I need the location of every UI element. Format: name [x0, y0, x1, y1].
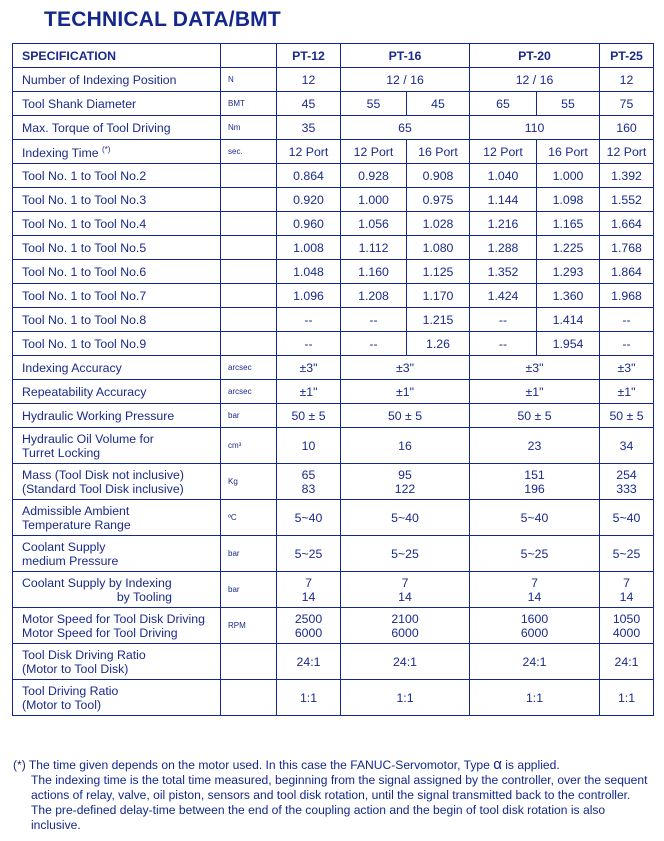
cell	[600, 572, 654, 608]
row-unit: bar	[221, 536, 277, 572]
cell: 1.048	[277, 260, 341, 284]
table-header-row	[13, 44, 654, 68]
row-unit: N	[221, 68, 277, 92]
cell: 1.352	[470, 260, 537, 284]
row-label: Tool No. 1 to Tool No.2	[13, 164, 221, 188]
cell: 1.144	[470, 188, 537, 212]
row-unit: sec.	[221, 140, 277, 164]
footnote-line: is applied.	[505, 758, 560, 772]
cell-line: 14	[527, 589, 542, 604]
cell: 1.288	[470, 236, 537, 260]
cell-line: 4000	[612, 625, 641, 640]
row-unit	[221, 260, 277, 284]
cell: 1.000	[537, 164, 600, 188]
row-unit: BMT	[221, 92, 277, 116]
row-label-line: (Standard Tool Disk inclusive)	[22, 481, 184, 496]
cell: 55	[341, 92, 407, 116]
cell: 1:1	[600, 680, 654, 716]
cell: 12	[277, 68, 341, 92]
cell: --	[600, 332, 654, 356]
table-row	[13, 140, 654, 164]
row-unit	[221, 188, 277, 212]
table-row	[13, 464, 654, 500]
cell-line: 6000	[391, 625, 419, 640]
cell-line: 122	[394, 481, 416, 496]
cell: ±1"	[341, 380, 470, 404]
cell: 16 Port	[407, 140, 470, 164]
cell-line: 95	[398, 467, 412, 482]
table-row	[13, 236, 654, 260]
row-label: Indexing Accuracy	[13, 356, 221, 380]
cell: 50 ± 5	[277, 404, 341, 428]
cell: ±3"	[600, 356, 654, 380]
row-unit: bar	[221, 404, 277, 428]
cell-line: 2500	[294, 611, 323, 626]
table-row	[13, 644, 654, 680]
row-label: Repeatability Accuracy	[13, 380, 221, 404]
cell: 1.008	[277, 236, 341, 260]
row-label	[13, 644, 221, 680]
cell: 10	[277, 428, 341, 464]
row-label-line: Admissible Ambient	[22, 503, 130, 518]
row-label: Tool Shank Diameter	[13, 92, 221, 116]
cell: ±3"	[277, 356, 341, 380]
cell-line: 7	[623, 575, 630, 590]
row-unit: arcsec	[221, 380, 277, 404]
tool-rows-group	[13, 164, 654, 356]
table-row	[13, 212, 654, 236]
cell: ±3"	[470, 356, 600, 380]
cell: 24:1	[341, 644, 470, 680]
row-unit: arcsec	[221, 356, 277, 380]
row-label: Hydraulic Working Pressure	[13, 404, 221, 428]
cell	[470, 464, 600, 500]
cell: 5~25	[277, 536, 341, 572]
cell-line: 151	[524, 467, 545, 482]
cell: 1.664	[600, 212, 654, 236]
cell	[277, 608, 341, 644]
row-unit	[221, 308, 277, 332]
cell: 1.160	[341, 260, 407, 284]
cell: 0.908	[407, 164, 470, 188]
cell	[600, 464, 654, 500]
cell: 1.112	[341, 236, 407, 260]
cell-line: 6000	[294, 625, 323, 640]
row-label: Max. Torque of Tool Driving	[13, 116, 221, 140]
cell: 12 Port	[600, 140, 654, 164]
page-title: TECHNICAL DATA/BMT	[44, 8, 281, 31]
cell: 75	[600, 92, 654, 116]
row-label	[13, 500, 221, 536]
cell-line: 14	[619, 589, 634, 604]
row-label	[13, 428, 221, 464]
table-row	[13, 92, 654, 116]
row-label	[13, 572, 221, 608]
cell: --	[341, 332, 407, 356]
cell: 5~40	[277, 500, 341, 536]
cell: 1.968	[600, 284, 654, 308]
cell: 0.920	[277, 188, 341, 212]
cell	[600, 608, 654, 644]
cell: 1.216	[470, 212, 537, 236]
cell: 0.864	[277, 164, 341, 188]
cell	[277, 464, 341, 500]
cell-line: 254	[616, 467, 637, 482]
row-label-line: Hydraulic Oil Volume for	[22, 431, 154, 446]
cell: 5~40	[470, 500, 600, 536]
cell: 50 ± 5	[470, 404, 600, 428]
footnote	[13, 757, 653, 833]
row-unit	[221, 644, 277, 680]
cell: 24:1	[277, 644, 341, 680]
cell: 1.424	[470, 284, 537, 308]
model-header: PT-25	[600, 44, 654, 68]
cell: 16 Port	[537, 140, 600, 164]
cell: ±1"	[470, 380, 600, 404]
cell: 24:1	[600, 644, 654, 680]
row-label-line: Mass (Tool Disk not inclusive)	[22, 467, 184, 482]
cell	[470, 572, 600, 608]
row-label: Tool No. 1 to Tool No.3	[13, 188, 221, 212]
cell: 1.293	[537, 260, 600, 284]
table-row	[13, 536, 654, 572]
row-label-text: Indexing Time	[22, 146, 99, 161]
row-label: Tool No. 1 to Tool No.9	[13, 332, 221, 356]
row-label-line: Tool Driving Ratio	[22, 683, 119, 698]
row-label-line: (Motor to Tool)	[22, 697, 102, 712]
row-label: Number of Indexing Position	[13, 68, 221, 92]
cell-line: 83	[301, 481, 316, 496]
cell: 65	[341, 116, 470, 140]
cell: 24:1	[470, 644, 600, 680]
cell-line: 65	[301, 467, 316, 482]
footnote-line: (*) The time given depends on the motor used. In this case the FANUC-Servomotor, Type	[13, 758, 490, 772]
cell: 12 / 16	[341, 68, 470, 92]
cell: 12 Port	[470, 140, 537, 164]
table-row	[13, 356, 654, 380]
cell: 1.098	[537, 188, 600, 212]
model-header: PT-20	[470, 44, 600, 68]
cell	[470, 608, 600, 644]
cell: 1.552	[600, 188, 654, 212]
cell: 12 Port	[341, 140, 407, 164]
row-label	[13, 140, 221, 164]
cell-line: 196	[524, 481, 545, 496]
row-unit: Nm	[221, 116, 277, 140]
row-label: Tool No. 1 to Tool No.6	[13, 260, 221, 284]
cell: 0.928	[341, 164, 407, 188]
cell-line: 1050	[612, 611, 641, 626]
cell: 55	[537, 92, 600, 116]
row-label	[13, 464, 221, 500]
cell: 45	[277, 92, 341, 116]
alpha-symbol: α	[493, 756, 502, 773]
row-label-line: (Motor to Tool Disk)	[22, 661, 129, 676]
row-unit	[221, 284, 277, 308]
cell: 1.096	[277, 284, 341, 308]
cell: 1.080	[407, 236, 470, 260]
table-row	[13, 380, 654, 404]
cell-line: 2100	[391, 611, 419, 626]
cell: 1.864	[600, 260, 654, 284]
cell: 50 ± 5	[600, 404, 654, 428]
cell-line: 1600	[520, 611, 549, 626]
row-unit	[221, 164, 277, 188]
cell: 110	[470, 116, 600, 140]
row-label	[13, 680, 221, 716]
cell: 5~25	[470, 536, 600, 572]
cell: 1.26	[407, 332, 470, 356]
cell-line: 7	[305, 575, 312, 590]
cell-line: 333	[616, 481, 637, 496]
cell-line: 14	[301, 589, 316, 604]
row-label	[13, 608, 221, 644]
cell: 1.392	[600, 164, 654, 188]
cell: 1:1	[470, 680, 600, 716]
footnote-body: The indexing time is the total time measured, beginning from the signal assigned by the controller, over the sequent actions of relay, valve, oil piston, sensors and tool disk rotation, until the signal transmitted back to the controller. The pre-defined delay-time between the end of the coupling action and the begin of tool disk rotation is also inclusive.	[31, 773, 648, 832]
cell: 1.165	[537, 212, 600, 236]
row-unit	[221, 680, 277, 716]
cell-line: 14	[398, 589, 412, 604]
cell: --	[341, 308, 407, 332]
row-unit: ºC	[221, 500, 277, 536]
cell: ±3"	[341, 356, 470, 380]
cell: 1.028	[407, 212, 470, 236]
cell	[341, 572, 470, 608]
table-row	[13, 116, 654, 140]
cell: ±1"	[277, 380, 341, 404]
cell: 1.040	[470, 164, 537, 188]
cell: 65	[470, 92, 537, 116]
row-unit: bar	[221, 572, 277, 608]
model-header: PT-16	[341, 44, 470, 68]
table-row	[13, 404, 654, 428]
cell: 50 ± 5	[341, 404, 470, 428]
cell: 1.414	[537, 308, 600, 332]
row-label-line: Turret Locking	[22, 445, 101, 460]
table-row	[13, 608, 654, 644]
cell: 12 / 16	[470, 68, 600, 92]
row-unit: RPM	[221, 608, 277, 644]
table-row	[13, 308, 654, 332]
row-label: Tool No. 1 to Tool No.4	[13, 212, 221, 236]
cell-line: 7	[531, 575, 538, 590]
table-row	[13, 164, 654, 188]
table-row	[13, 68, 654, 92]
cell-line: 7	[401, 575, 409, 590]
row-unit	[221, 236, 277, 260]
row-label-line: Motor Speed for Tool Driving	[22, 625, 178, 640]
table-row	[13, 500, 654, 536]
cell: --	[277, 332, 341, 356]
row-unit	[221, 212, 277, 236]
unit-header	[221, 44, 277, 68]
technical-data-table	[12, 43, 654, 716]
row-label-line: by Tooling	[116, 589, 172, 604]
cell: 34	[600, 428, 654, 464]
row-label-line: Coolant Supply by Indexing	[22, 575, 172, 590]
row-label	[13, 536, 221, 572]
cell: 5~40	[600, 500, 654, 536]
cell: 1.000	[341, 188, 407, 212]
cell: 1.208	[341, 284, 407, 308]
footnote-mark: (*)	[101, 144, 111, 154]
cell: 12 Port	[277, 140, 341, 164]
cell: 1.125	[407, 260, 470, 284]
model-header: PT-12	[277, 44, 341, 68]
row-unit: Kg	[221, 464, 277, 500]
cell	[341, 464, 470, 500]
cell: 5~40	[341, 500, 470, 536]
cell: 1:1	[341, 680, 470, 716]
row-label-line: Coolant Supply	[22, 539, 106, 554]
row-label-line: Tool Disk Driving Ratio	[22, 647, 146, 662]
cell: --	[277, 308, 341, 332]
row-unit: cm³	[221, 428, 277, 464]
cell: 1.215	[407, 308, 470, 332]
row-unit	[221, 332, 277, 356]
table-row	[13, 680, 654, 716]
table-row	[13, 284, 654, 308]
cell: 5~25	[341, 536, 470, 572]
cell: 45	[407, 92, 470, 116]
cell: --	[600, 308, 654, 332]
spec-header: SPECIFICATION	[13, 44, 221, 68]
row-label: Tool No. 1 to Tool No.5	[13, 236, 221, 260]
cell	[277, 572, 341, 608]
cell: 23	[470, 428, 600, 464]
row-label: Tool No. 1 to Tool No.8	[13, 308, 221, 332]
cell: 0.975	[407, 188, 470, 212]
cell	[341, 608, 470, 644]
cell: 1.170	[407, 284, 470, 308]
cell: --	[470, 332, 537, 356]
cell-line: 6000	[520, 625, 549, 640]
table-row	[13, 332, 654, 356]
table-row	[13, 188, 654, 212]
table-row	[13, 572, 654, 608]
table-row	[13, 260, 654, 284]
cell: ±1"	[600, 380, 654, 404]
cell: 1.225	[537, 236, 600, 260]
table-row	[13, 428, 654, 464]
cell: 5~25	[600, 536, 654, 572]
row-label-line: Motor Speed for Tool Disk Driving	[22, 611, 205, 626]
cell: 1.056	[341, 212, 407, 236]
cell: 0.960	[277, 212, 341, 236]
cell: 12	[600, 68, 654, 92]
cell: 160	[600, 116, 654, 140]
cell: 1.768	[600, 236, 654, 260]
cell: 35	[277, 116, 341, 140]
row-label: Tool No. 1 to Tool No.7	[13, 284, 221, 308]
row-label-line: Temperature Range	[22, 517, 131, 532]
cell: 1.360	[537, 284, 600, 308]
cell: 1:1	[277, 680, 341, 716]
cell: --	[470, 308, 537, 332]
cell: 1.954	[537, 332, 600, 356]
row-label-line: medium Pressure	[22, 553, 119, 568]
cell: 16	[341, 428, 470, 464]
